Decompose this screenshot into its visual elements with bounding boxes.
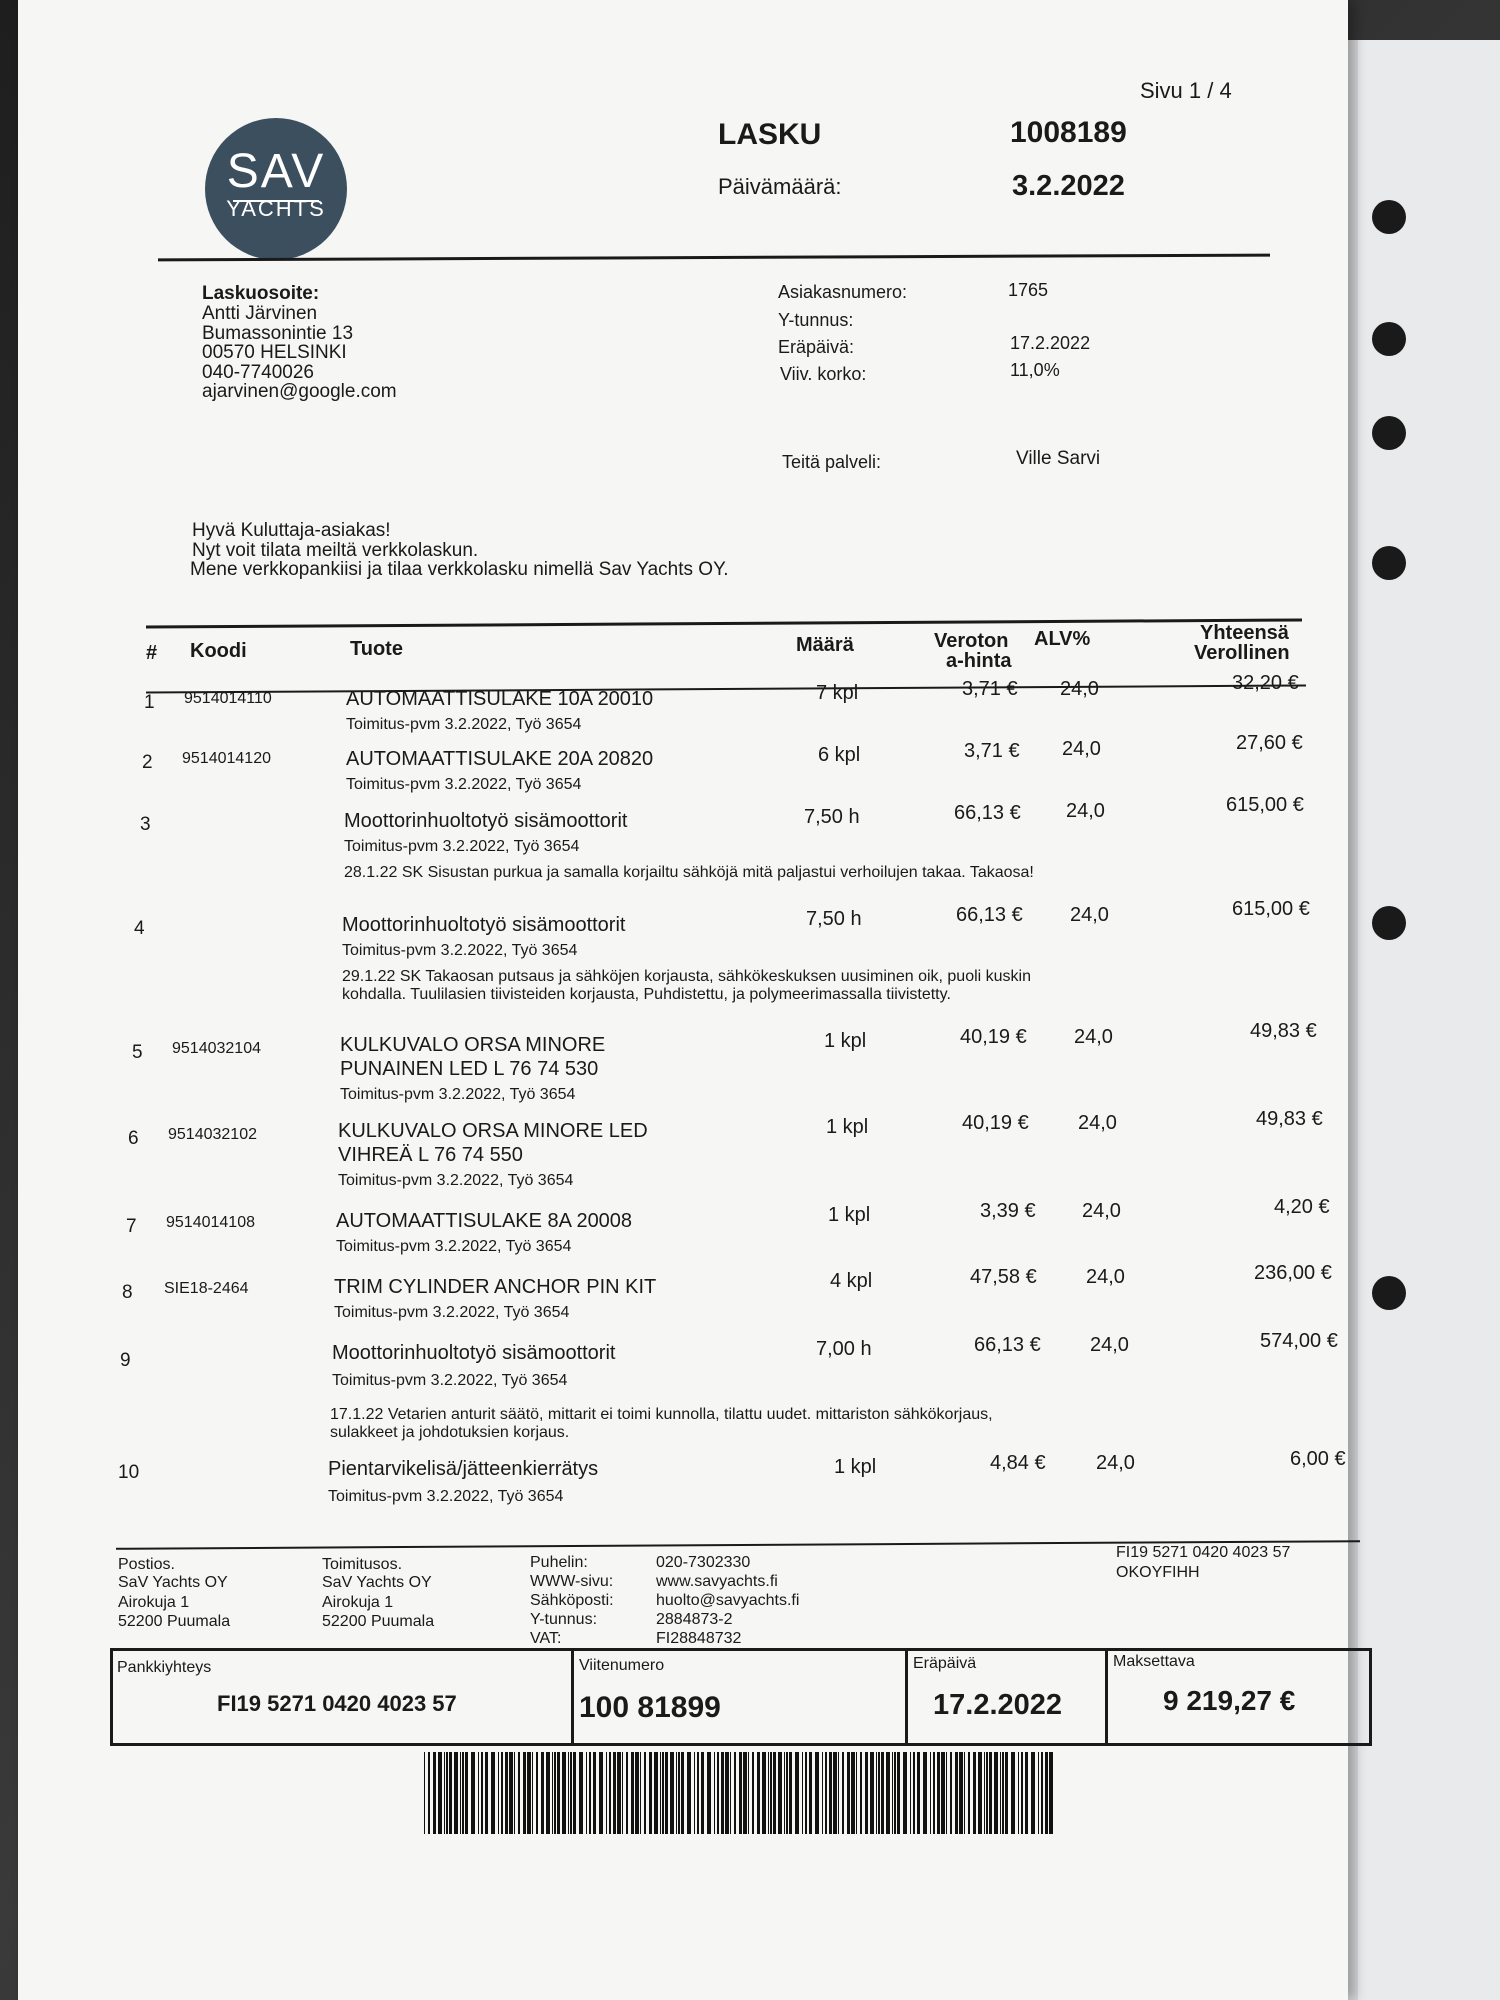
barcode-bar bbox=[865, 1752, 868, 1834]
barcode-bar bbox=[552, 1752, 553, 1834]
logo-text-top: SAV bbox=[226, 145, 326, 198]
row-unit-price: 40,19 € bbox=[960, 1026, 1027, 1048]
row-unit-price: 3,71 € bbox=[964, 740, 1020, 762]
message-line: Hyvä Kuluttaja-asiakas! bbox=[192, 520, 391, 541]
barcode-bar bbox=[734, 1752, 736, 1834]
barcode-bar bbox=[910, 1752, 911, 1834]
row-total: 615,00 € bbox=[1226, 794, 1304, 816]
barcode-bar bbox=[829, 1752, 832, 1834]
row-unit-price: 40,19 € bbox=[962, 1112, 1029, 1134]
delivery-line: Airokuja 1 bbox=[322, 1594, 394, 1611]
barcode-bar bbox=[606, 1752, 607, 1834]
barcode-bar bbox=[968, 1752, 970, 1834]
barcode-bar bbox=[527, 1752, 531, 1834]
due-date: 17.2.2022 bbox=[933, 1689, 1063, 1721]
row-code: 9514032104 bbox=[172, 1040, 261, 1057]
barcode-bar bbox=[876, 1752, 877, 1834]
row-number: 2 bbox=[142, 752, 153, 773]
barcode-bar bbox=[748, 1752, 749, 1834]
payment-barcode bbox=[424, 1752, 1056, 1834]
row-delivery: Toimitus-pvm 3.2.2022, Työ 3654 bbox=[338, 1172, 574, 1189]
row-vat: 24,0 bbox=[1082, 1200, 1121, 1222]
row-total: 236,00 € bbox=[1254, 1262, 1332, 1284]
invoice-number: 1008189 bbox=[1010, 116, 1127, 149]
row-delivery: Toimitus-pvm 3.2.2022, Työ 3654 bbox=[340, 1086, 576, 1103]
row-note: 29.1.22 SK Takaosan putsaus ja sähköjen korjausta, sähkökeskuksen uusiminen oik, puoli kuskin kohdalla. Tuulilasien tiivisteiden korjausta, Puhdistettu, ja polymeerimassalla tiivistetty. bbox=[342, 968, 1032, 1003]
footer-iban: FI19 5271 0420 4023 57 bbox=[1116, 1544, 1291, 1561]
barcode-bar bbox=[786, 1752, 788, 1834]
barcode-bar bbox=[424, 1752, 425, 1834]
served-by-value: Ville Sarvi bbox=[1016, 448, 1101, 469]
row-quantity: 7 kpl bbox=[816, 682, 859, 704]
row-product: AUTOMAATTISULAKE 20A 20820 bbox=[346, 748, 654, 770]
amount-label: Maksettava bbox=[1113, 1653, 1195, 1670]
row-unit-price: 3,39 € bbox=[980, 1200, 1036, 1222]
barcode-bar bbox=[721, 1752, 724, 1834]
barcode-bar bbox=[660, 1752, 661, 1834]
row-vat: 24,0 bbox=[1070, 904, 1109, 926]
barcode-bar bbox=[505, 1752, 508, 1834]
barcode-bar bbox=[681, 1752, 684, 1834]
row-vat: 24,0 bbox=[1096, 1452, 1135, 1474]
col-header-vat: ALV% bbox=[1034, 628, 1091, 650]
barcode-bar bbox=[599, 1752, 603, 1834]
barcode-bar bbox=[1002, 1752, 1004, 1834]
barcode-bar bbox=[481, 1752, 483, 1834]
billing-line: 00570 HELSINKI bbox=[202, 342, 347, 363]
row-quantity: 6 kpl bbox=[818, 744, 861, 766]
col-header-price: Veroton bbox=[934, 630, 1009, 652]
barcode-bar bbox=[635, 1752, 639, 1834]
barcode-bar bbox=[923, 1752, 927, 1834]
barcode-bar bbox=[617, 1752, 621, 1834]
row-vat: 24,0 bbox=[1062, 738, 1101, 760]
customer-number-value: 1765 bbox=[1008, 280, 1049, 300]
barcode-bar bbox=[930, 1752, 931, 1834]
barcode-bar bbox=[815, 1752, 819, 1834]
barcode-bar bbox=[670, 1752, 674, 1834]
barcode-bar bbox=[860, 1752, 862, 1834]
barcode-bar bbox=[946, 1752, 947, 1834]
row-product: TRIM CYLINDER ANCHOR PIN KIT bbox=[334, 1276, 657, 1298]
contact-label: VAT: bbox=[530, 1630, 562, 1647]
barcode-bar bbox=[717, 1752, 719, 1834]
row-note: 17.1.22 Vetarien anturit säätö, mittarit ei toimi kunnolla, tilattu uudet. mittariston sähkökorjaus, sulakkeet ja johdotuksien korjaus. bbox=[330, 1406, 993, 1441]
barcode-bar bbox=[878, 1752, 880, 1834]
barcode-bar bbox=[676, 1752, 677, 1834]
row-product: Moottorinhuoltotyö sisämoottorit bbox=[342, 914, 626, 936]
due-date-value: 17.2.2022 bbox=[1010, 333, 1091, 353]
barcode-bar bbox=[518, 1752, 520, 1834]
barcode-bar bbox=[825, 1752, 827, 1834]
contact-label: Sähköposti: bbox=[530, 1592, 614, 1609]
barcode-bar bbox=[1049, 1752, 1053, 1834]
barcode-bar bbox=[536, 1752, 538, 1834]
barcode-bar bbox=[1000, 1752, 1001, 1834]
barcode-bar bbox=[532, 1752, 533, 1834]
row-number: 9 bbox=[120, 1350, 131, 1371]
page-number: Sivu 1 / 4 bbox=[1140, 78, 1232, 103]
row-product: KULKUVALO ORSA MINORE LED bbox=[338, 1120, 648, 1142]
row-code: 9514014110 bbox=[184, 690, 272, 707]
barcode-bar bbox=[485, 1752, 488, 1834]
row-note: 28.1.22 SK Sisustan purkua ja samalla korjailtu sähköjä mitä paljastui verhoilujen takaa. Takaosa! bbox=[344, 864, 1034, 881]
col-header-product: Tuote bbox=[350, 638, 403, 660]
col-header-total: Yhteensä bbox=[1200, 622, 1289, 644]
barcode-bar bbox=[795, 1752, 799, 1834]
row-code: 9514014108 bbox=[166, 1214, 255, 1231]
barcode-bar bbox=[579, 1752, 583, 1834]
barcode-bar bbox=[851, 1752, 855, 1834]
barcode-bar bbox=[523, 1752, 526, 1834]
barcode-bar bbox=[933, 1752, 935, 1834]
row-unit-price: 66,13 € bbox=[974, 1334, 1041, 1356]
barcode-bar bbox=[739, 1752, 742, 1834]
payment-info-box bbox=[110, 1648, 1372, 1746]
row-quantity: 1 kpl bbox=[826, 1116, 869, 1138]
row-vat: 24,0 bbox=[1078, 1112, 1117, 1134]
barcode-bar bbox=[589, 1752, 591, 1834]
interest-value: 11,0% bbox=[1010, 360, 1060, 380]
barcode-bar bbox=[1041, 1752, 1043, 1834]
row-product: Moottorinhuoltotyö sisämoottorit bbox=[332, 1342, 616, 1364]
row-delivery: Toimitus-pvm 3.2.2022, Työ 3654 bbox=[332, 1372, 568, 1389]
row-number: 1 bbox=[144, 692, 155, 713]
barcode-bar bbox=[894, 1752, 896, 1834]
billing-heading: Laskuosoite: bbox=[202, 283, 320, 304]
binder-hole bbox=[1372, 546, 1406, 580]
barcode-bar bbox=[541, 1752, 544, 1834]
barcode-bar bbox=[917, 1752, 920, 1834]
barcode-bar bbox=[613, 1752, 616, 1834]
document-title: LASKU bbox=[718, 118, 822, 151]
reference-label: Viitenumero bbox=[579, 1657, 665, 1674]
company-logo bbox=[205, 118, 347, 260]
row-quantity: 1 kpl bbox=[834, 1456, 877, 1478]
barcode-bar bbox=[809, 1752, 812, 1834]
barcode-bar bbox=[678, 1752, 680, 1834]
barcode-bar bbox=[471, 1752, 475, 1834]
contact-email: huolto@savyachts.fi bbox=[656, 1592, 800, 1609]
row-number: 10 bbox=[118, 1462, 140, 1483]
billing-line: Antti Järvinen bbox=[202, 303, 318, 324]
barcode-bar bbox=[778, 1752, 782, 1834]
bank-account: FI19 5271 0420 4023 57 bbox=[217, 1691, 457, 1716]
row-code: SIE18-2464 bbox=[164, 1280, 249, 1297]
row-unit-price: 4,84 € bbox=[990, 1452, 1046, 1474]
row-vat: 24,0 bbox=[1066, 800, 1105, 822]
barcode-bar bbox=[554, 1752, 556, 1834]
postal-heading: Postios. bbox=[118, 1556, 175, 1573]
barcode-bar bbox=[762, 1752, 766, 1834]
barcode-bar bbox=[509, 1752, 513, 1834]
barcode-bar bbox=[665, 1752, 668, 1834]
postal-line: 52200 Puumala bbox=[118, 1613, 231, 1630]
barcode-bar bbox=[562, 1752, 566, 1834]
barcode-bar bbox=[568, 1752, 569, 1834]
row-total: 6,00 € bbox=[1290, 1448, 1346, 1470]
barcode-bar bbox=[444, 1752, 445, 1834]
barcode-bar bbox=[1011, 1752, 1015, 1834]
barcode-bar bbox=[986, 1752, 988, 1834]
barcode-bar bbox=[662, 1752, 664, 1834]
barcode-bar bbox=[978, 1752, 982, 1834]
contact-label: Y-tunnus: bbox=[530, 1611, 598, 1628]
barcode-bar bbox=[570, 1752, 572, 1834]
barcode-bar bbox=[428, 1752, 430, 1834]
barcode-bar bbox=[1031, 1752, 1035, 1834]
row-delivery: Toimitus-pvm 3.2.2022, Työ 3654 bbox=[342, 942, 578, 959]
row-product: Pientarvikelisä/jätteenkierrätys bbox=[328, 1458, 599, 1480]
row-quantity: 4 kpl bbox=[830, 1270, 873, 1292]
row-delivery: Toimitus-pvm 3.2.2022, Työ 3654 bbox=[334, 1304, 570, 1321]
barcode-bar bbox=[994, 1752, 998, 1834]
barcode-bar bbox=[1005, 1752, 1008, 1834]
barcode-bar bbox=[752, 1752, 754, 1834]
barcode-bar bbox=[984, 1752, 985, 1834]
row-vat: 24,0 bbox=[1060, 678, 1099, 700]
barcode-bar bbox=[557, 1752, 560, 1834]
barcode-bar bbox=[881, 1752, 884, 1834]
logo-text-bottom: YACHTS bbox=[226, 196, 326, 221]
row-code: 9514014120 bbox=[182, 750, 271, 767]
row-product-line2: VIHREÄ L 76 74 550 bbox=[338, 1144, 523, 1166]
barcode-bar bbox=[1021, 1752, 1023, 1834]
delivery-line: SaV Yachts OY bbox=[322, 1574, 432, 1591]
barcode-bar bbox=[654, 1752, 658, 1834]
barcode-bar bbox=[768, 1752, 769, 1834]
interest-label: Viiv. korko: bbox=[780, 364, 867, 384]
row-vat: 24,0 bbox=[1090, 1334, 1129, 1356]
barcode-bar bbox=[937, 1752, 940, 1834]
row-total: 574,00 € bbox=[1260, 1330, 1338, 1352]
row-unit-price: 66,13 € bbox=[956, 904, 1023, 926]
barcode-bar bbox=[546, 1752, 550, 1834]
barcode-bar bbox=[950, 1752, 952, 1834]
binder-hole bbox=[1372, 200, 1406, 234]
row-unit-price: 47,58 € bbox=[970, 1266, 1037, 1288]
row-quantity: 1 kpl bbox=[828, 1204, 871, 1226]
box-divider bbox=[1105, 1651, 1108, 1743]
amount-due: 9 219,27 € bbox=[1163, 1685, 1296, 1716]
barcode-bar bbox=[593, 1752, 596, 1834]
row-total: 49,83 € bbox=[1256, 1108, 1323, 1130]
due-label: Eräpäivä bbox=[913, 1655, 977, 1672]
row-product-line2: PUNAINEN LED L 76 74 530 bbox=[340, 1058, 599, 1080]
delivery-heading: Toimitusos. bbox=[322, 1556, 403, 1573]
row-number: 5 bbox=[132, 1042, 143, 1063]
row-product: KULKUVALO ORSA MINORE bbox=[340, 1034, 606, 1056]
row-quantity: 1 kpl bbox=[824, 1030, 867, 1052]
bank-label: Pankkiyhteys bbox=[117, 1659, 212, 1676]
contact-vat: FI28848732 bbox=[656, 1630, 742, 1647]
barcode-bar bbox=[449, 1752, 452, 1834]
barcode-bar bbox=[701, 1752, 704, 1834]
barcode-bar bbox=[802, 1752, 803, 1834]
row-product: AUTOMAATTISULAKE 10A 20010 bbox=[346, 688, 654, 710]
barcode-bar bbox=[498, 1752, 499, 1834]
row-quantity: 7,50 h bbox=[806, 908, 862, 930]
barcode-bar bbox=[573, 1752, 576, 1834]
barcode-bar bbox=[1045, 1752, 1048, 1834]
business-id-label: Y-tunnus: bbox=[778, 310, 854, 330]
postal-line: SaV Yachts OY bbox=[118, 1574, 228, 1591]
barcode-bar bbox=[465, 1752, 468, 1834]
row-product: Moottorinhuoltotyö sisämoottorit bbox=[344, 810, 628, 832]
barcode-bar bbox=[886, 1752, 890, 1834]
barcode-bar bbox=[694, 1752, 695, 1834]
barcode-bar bbox=[730, 1752, 731, 1834]
barcode-bar bbox=[586, 1752, 587, 1834]
barcode-bar bbox=[687, 1752, 691, 1834]
row-total: 4,20 € bbox=[1274, 1196, 1330, 1218]
binder-hole bbox=[1372, 322, 1406, 356]
barcode-bar bbox=[514, 1752, 515, 1834]
row-total: 49,83 € bbox=[1250, 1020, 1317, 1042]
contact-phone: 020-7302330 bbox=[656, 1554, 751, 1571]
barcode-bar bbox=[838, 1752, 839, 1834]
row-number: 3 bbox=[140, 814, 151, 835]
barcode-bar bbox=[773, 1752, 776, 1834]
row-number: 8 bbox=[122, 1282, 133, 1303]
col-header-quantity: Määrä bbox=[796, 634, 854, 656]
invoice-date: 3.2.2022 bbox=[1012, 170, 1125, 202]
barcode-bar bbox=[454, 1752, 458, 1834]
barcode-bar bbox=[631, 1752, 634, 1834]
contact-business-id: 2884873-2 bbox=[656, 1611, 733, 1628]
barcode-bar bbox=[433, 1752, 436, 1834]
barcode-bar bbox=[501, 1752, 503, 1834]
postal-line: Airokuja 1 bbox=[118, 1594, 190, 1611]
due-date-label: Eräpäivä: bbox=[778, 337, 855, 357]
barcode-bar bbox=[609, 1752, 611, 1834]
barcode-bar bbox=[955, 1752, 958, 1834]
barcode-bar bbox=[446, 1752, 448, 1834]
barcode-bar bbox=[714, 1752, 715, 1834]
row-code: 9514032102 bbox=[168, 1126, 257, 1143]
barcode-bar bbox=[989, 1752, 992, 1834]
contact-label: WWW-sivu: bbox=[530, 1573, 614, 1590]
barcode-bar bbox=[941, 1752, 945, 1834]
barcode-bar bbox=[640, 1752, 641, 1834]
date-label: Päivämäärä: bbox=[718, 174, 842, 199]
contact-label: Puhelin: bbox=[530, 1554, 588, 1571]
row-unit-price: 3,71 € bbox=[962, 678, 1018, 700]
message-line: Mene verkkopankiisi ja tilaa verkkolasku nimellä Sav Yachts OY. bbox=[190, 559, 729, 580]
footer-bic: OKOYFIHH bbox=[1116, 1564, 1200, 1581]
binder-hole bbox=[1372, 906, 1406, 940]
box-divider bbox=[905, 1651, 908, 1743]
barcode-bar bbox=[1038, 1752, 1039, 1834]
barcode-bar bbox=[805, 1752, 807, 1834]
barcode-bar bbox=[870, 1752, 874, 1834]
barcode-bar bbox=[1018, 1752, 1019, 1834]
row-vat: 24,0 bbox=[1074, 1026, 1113, 1048]
barcode-bar bbox=[725, 1752, 729, 1834]
barcode-bar bbox=[462, 1752, 464, 1834]
barcode-bar bbox=[897, 1752, 900, 1834]
billing-line: 040-7740026 bbox=[202, 362, 314, 383]
customer-number-label: Asiakasnumero: bbox=[778, 282, 908, 302]
barcode-bar bbox=[822, 1752, 823, 1834]
row-delivery: Toimitus-pvm 3.2.2022, Työ 3654 bbox=[336, 1238, 572, 1255]
barcode-bar bbox=[833, 1752, 837, 1834]
row-product: AUTOMAATTISULAKE 8A 20008 bbox=[336, 1210, 633, 1232]
row-total: 615,00 € bbox=[1232, 898, 1310, 920]
row-delivery: Toimitus-pvm 3.2.2022, Työ 3654 bbox=[328, 1488, 564, 1505]
barcode-bar bbox=[770, 1752, 772, 1834]
barcode-bar bbox=[842, 1752, 844, 1834]
barcode-bar bbox=[784, 1752, 785, 1834]
barcode-bar bbox=[964, 1752, 965, 1834]
barcode-bar bbox=[707, 1752, 711, 1834]
barcode-bar bbox=[649, 1752, 652, 1834]
barcode-bar bbox=[903, 1752, 907, 1834]
row-delivery: Toimitus-pvm 3.2.2022, Työ 3654 bbox=[346, 776, 582, 793]
barcode-bar bbox=[959, 1752, 963, 1834]
barcode-bar bbox=[697, 1752, 699, 1834]
barcode-bar bbox=[1025, 1752, 1028, 1834]
barcode-bar bbox=[892, 1752, 893, 1834]
binder-hole bbox=[1372, 1276, 1406, 1310]
barcode-bar bbox=[644, 1752, 646, 1834]
row-delivery: Toimitus-pvm 3.2.2022, Työ 3654 bbox=[346, 716, 582, 733]
col-header-price-sub: a-hinta bbox=[946, 650, 1012, 672]
reference-number: 100 81899 bbox=[579, 1691, 721, 1724]
row-quantity: 7,00 h bbox=[816, 1338, 872, 1360]
barcode-bar bbox=[743, 1752, 747, 1834]
row-vat: 24,0 bbox=[1086, 1266, 1125, 1288]
barcode-bar bbox=[856, 1752, 857, 1834]
billing-email: ajarvinen@google.com bbox=[202, 381, 397, 402]
barcode-bar bbox=[973, 1752, 976, 1834]
row-total: 32,20 € bbox=[1232, 672, 1299, 694]
barcode-bar bbox=[622, 1752, 623, 1834]
barcode-bar bbox=[478, 1752, 479, 1834]
row-total: 27,60 € bbox=[1236, 732, 1303, 754]
row-number: 7 bbox=[126, 1216, 137, 1237]
row-delivery: Toimitus-pvm 3.2.2022, Työ 3654 bbox=[344, 838, 580, 855]
barcode-bar bbox=[438, 1752, 442, 1834]
barcode-bar bbox=[460, 1752, 461, 1834]
billing-line: Bumassonintie 13 bbox=[202, 323, 354, 344]
barcode-bar bbox=[913, 1752, 915, 1834]
delivery-line: 52200 Puumala bbox=[322, 1613, 435, 1630]
barcode-bar bbox=[847, 1752, 850, 1834]
message-line: Nyt voit tilata meiltä verkkolaskun. bbox=[192, 540, 479, 561]
row-number: 6 bbox=[128, 1128, 139, 1149]
barcode-bar bbox=[491, 1752, 495, 1834]
row-unit-price: 66,13 € bbox=[954, 802, 1021, 824]
col-header-code: Koodi bbox=[190, 640, 247, 662]
barcode-bar bbox=[626, 1752, 628, 1834]
row-number: 4 bbox=[134, 918, 145, 939]
barcode-bar bbox=[757, 1752, 760, 1834]
row-quantity: 7,50 h bbox=[804, 806, 860, 828]
col-header-total-sub: Verollinen bbox=[1194, 642, 1290, 664]
contact-website: www.savyachts.fi bbox=[656, 1573, 778, 1590]
box-divider bbox=[571, 1651, 574, 1743]
col-header-number: # bbox=[146, 642, 158, 664]
binder-hole bbox=[1372, 416, 1406, 450]
barcode-bar bbox=[789, 1752, 792, 1834]
served-by-label: Teitä palveli: bbox=[782, 452, 882, 472]
